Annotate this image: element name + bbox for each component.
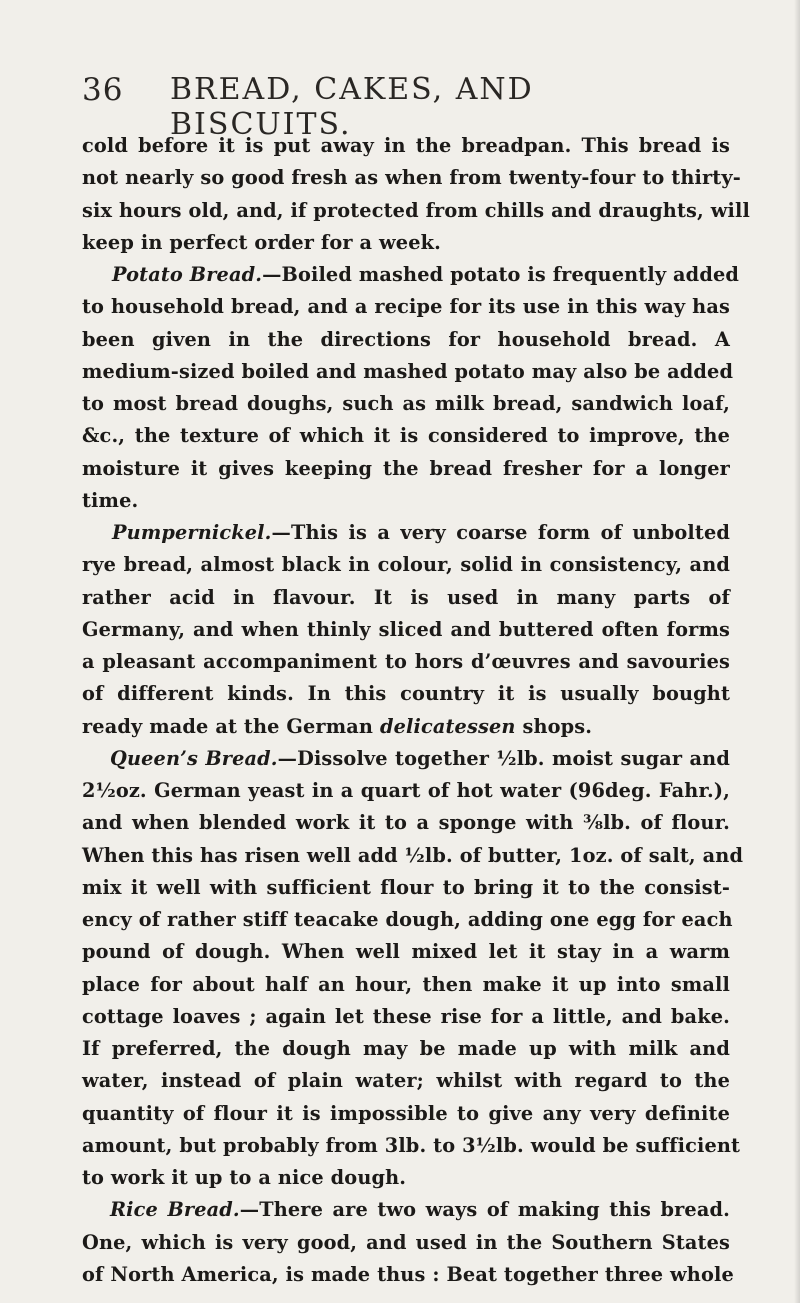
text-line: to work it up to a nice dough. bbox=[82, 1166, 407, 1189]
body-text bbox=[82, 130, 750, 1291]
text-line: quantity of flour it is impossible to give any very definite bbox=[82, 1101, 730, 1125]
text-line: ency of rather stiff teacake dough, adding one egg for each bbox=[82, 908, 733, 931]
text-line: pound of dough. When well mixed let it stay in a warm bbox=[82, 940, 730, 964]
text-line: of different kinds. In this country it is usually bought bbox=[82, 682, 730, 706]
text-run: —This is a very coarse form of unbolted bbox=[271, 521, 730, 544]
text-line: One, which is very good, and used in the Southern States bbox=[82, 1230, 730, 1254]
text-line: place for about half an hour, then make it up into small bbox=[82, 972, 730, 996]
text-line: of North America, is made thus : Beat together three whole bbox=[82, 1262, 734, 1286]
text-line: rye bread, almost black in colour, solid in consistency, and bbox=[82, 553, 730, 577]
paragraph-queens-bread bbox=[82, 743, 730, 775]
text-line: cold before it is put away in the breadpan. This bread is bbox=[82, 134, 730, 157]
text-line: When this has risen well add ½lb. of butter, 1oz. of salt, and bbox=[82, 843, 744, 867]
paragraph-potato-bread bbox=[82, 259, 739, 291]
paragraph-rice-bread bbox=[82, 1194, 730, 1226]
text-run: —Dissolve together ½lb. moist sugar and bbox=[277, 746, 730, 770]
running-head: BREAD, CAKES, AND BISCUITS. bbox=[170, 72, 534, 142]
text-run: —There are two ways of making this bread. bbox=[239, 1198, 730, 1222]
section-title-queens-bread: Queen’s Bread. bbox=[110, 746, 278, 770]
text-line: Germany, and when thinly sliced and buttered often forms bbox=[82, 617, 730, 641]
text-line: keep in perfect order for a week. bbox=[82, 230, 441, 254]
section-title-pumpernickel: Pumpernickel. bbox=[112, 521, 272, 544]
text-run: shops. bbox=[515, 714, 593, 738]
text-line: a pleasant accompaniment to hors d’œuvres and savouries bbox=[82, 650, 730, 673]
text-line bbox=[82, 711, 730, 743]
text-line: to most bread doughs, such as milk bread, sandwich loaf, bbox=[82, 392, 730, 415]
text-run: ready made at the German bbox=[82, 714, 380, 738]
text-line: six hours old, and, if protected from chills and draughts, will bbox=[82, 198, 750, 222]
page-number: 36 bbox=[82, 72, 124, 108]
page-edge-shadow bbox=[794, 0, 800, 1303]
text-line: amount, but probably from 3lb. to 3½lb. would be sufficient bbox=[82, 1133, 741, 1157]
text-line: water, instead of plain water; whilst with regard to the bbox=[82, 1069, 730, 1093]
text-line: to household bread, and a recipe for its use in this way has bbox=[82, 295, 730, 319]
text-line: time. bbox=[82, 488, 139, 512]
page-header bbox=[82, 72, 722, 142]
text-line: been given in the directions for household bread. A bbox=[82, 327, 730, 351]
italic-term: delicatessen bbox=[379, 714, 516, 738]
text-line: cottage loaves ; again let these rise for a little, and bake. bbox=[82, 1004, 730, 1028]
text-line: mix it well with sufficient flour to bring it to the consist- bbox=[82, 875, 730, 899]
section-title-rice-bread: Rice Bread. bbox=[110, 1198, 240, 1222]
text-line: 2½oz. German yeast in a quart of hot water (96deg. Fahr.), bbox=[82, 779, 730, 802]
text-run: —Boiled mashed potato is frequently added bbox=[262, 263, 739, 286]
text-line: not nearly so good fresh as when from twenty-four to thirty- bbox=[82, 166, 741, 190]
text-line: &c., the texture of which it is considered to improve, the bbox=[82, 424, 730, 448]
section-title-potato-bread: Potato Bread. bbox=[112, 263, 263, 286]
text-line: and when blended work it to a sponge with ⅜lb. of flour. bbox=[82, 811, 730, 835]
text-line: medium-sized boiled and mashed potato may also be added bbox=[82, 359, 734, 383]
text-line: rather acid in flavour. It is used in many parts of bbox=[82, 585, 730, 609]
text-line: moisture it gives keeping the bread fresher for a longer bbox=[82, 456, 730, 480]
paragraph-pumpernickel bbox=[82, 517, 730, 549]
text-line: If preferred, the dough may be made up with milk and bbox=[82, 1037, 730, 1060]
